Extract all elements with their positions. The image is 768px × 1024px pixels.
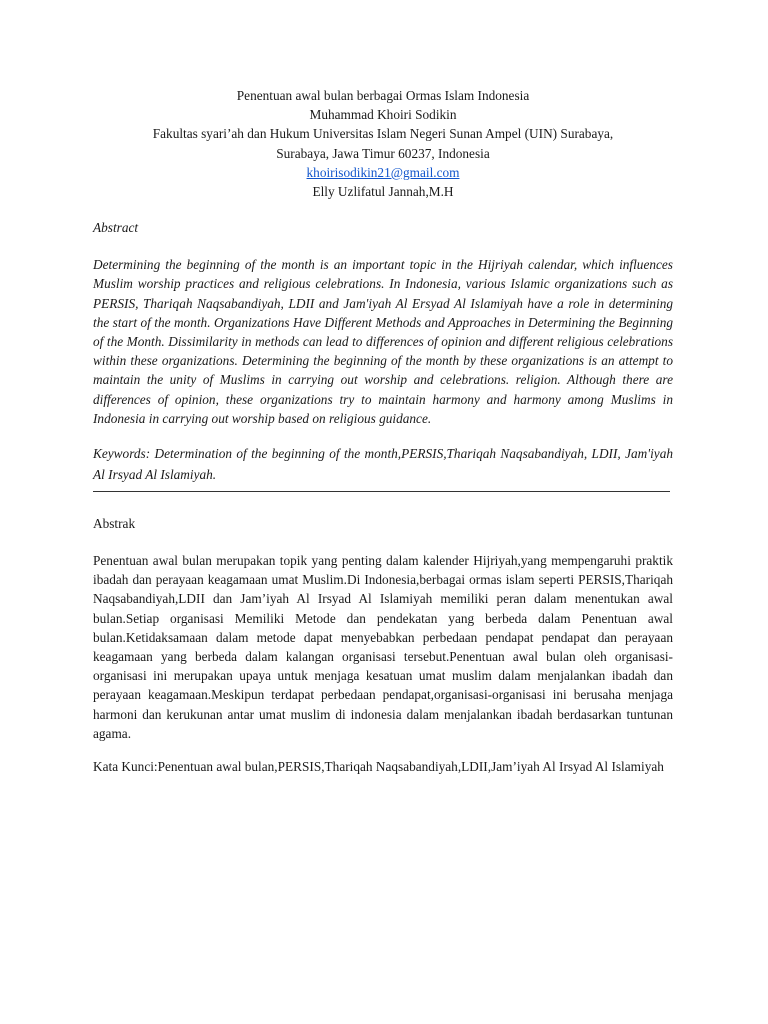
author-affiliation: Fakultas syari’ah dan Hukum Universitas Islam Negeri Sunan Ampel (UIN) Surabaya,	[152, 126, 614, 142]
author-address: Surabaya, Jawa Timur 60237, Indonesia	[276, 145, 490, 161]
paper-header	[93, 86, 673, 201]
abstrak-body: Penentuan awal bulan merupakan topik yang penting dalam kalender Hijriyah,yang mempengaruhi praktik ibadah dan perayaan keagamaan umat Muslim.Di Indonesia,berbagai ormas islam seperti PERSIS,Thariqah Naqsabandiyah,LDII dan Jam’iyah Al Irsyad Al Islamiyah memiliki peran dalam menentukan awal bulan.Setiap organisasi Memiliki Metode dan pendekatan yang berbeda dalam Penentuan awal bulan.Ketidaksamaan dalam metode dapat menyebabkan perbedaan pendapat pendapat dan perayaan keagamaan yang berbeda dalam kalangan organisasi tersebut.Penentuan awal bulan oleh organisasi-organisasi ini merupakan upaya untuk menjaga kesatuan umat muslim dalam menjalankan ibadah dan perayaan keagamaan.Meskipun terdapat perbedaan pendapat,organisasi-organisasi ini berusaha menjaga harmoni dan kerukunan antar umat muslim di indonesia dalam menjalankan ibadah berdasarkan tuntunan agama.	[93, 553, 673, 741]
author-email-link[interactable]: khoirisodikin21@gmail.com	[306, 164, 460, 180]
section-divider	[93, 491, 670, 492]
abstrak-heading: Abstrak	[93, 516, 136, 532]
author-name: Muhammad Khoiri Sodikin	[309, 107, 457, 123]
abstract-body: Determining the beginning of the month is an important topic in the Hijriyah calendar, which influences Muslim worship practices and religious celebrations. In Indonesia, various Islamic organizations such as PERSIS, Thariqah Naqsabandiyah, LDII and Jam'iyah Al Ersyad Al Islamiyah have a role in determining the start of the month. Organizations Have Different Methods and Approaches in Determining the Beginning of the Month. Dissimilarity in methods can lead to differences of opinion and different religious celebrations within these organizations. Determining the beginning of the month by these organizations is an attempt to maintain the unity of Muslims in carrying out worship and celebrations. religion. Although there are differences of opinion, these organizations try to maintain harmony and harmony among Muslims in Indonesia in carrying out worship based on religious guidance.	[93, 257, 673, 426]
supervisor-name: Elly Uzlifatul Jannah,M.H	[312, 184, 454, 200]
document-page	[93, 86, 673, 776]
abstrak-keywords: Kata Kunci:Penentuan awal bulan,PERSIS,Thariqah Naqsabandiyah,LDII,Jam’iyah Al Irsyad Al Islamiyah	[93, 759, 664, 775]
paper-title: Penentuan awal bulan berbagai Ormas Islam Indonesia	[236, 88, 530, 103]
abstract-keywords: Keywords: Determination of the beginning of the month,PERSIS,Thariqah Naqsabandiyah, LDII, Jam'iyah Al Irsyad Al Islamiyah.	[93, 446, 673, 483]
abstract-heading: Abstract	[93, 220, 139, 236]
